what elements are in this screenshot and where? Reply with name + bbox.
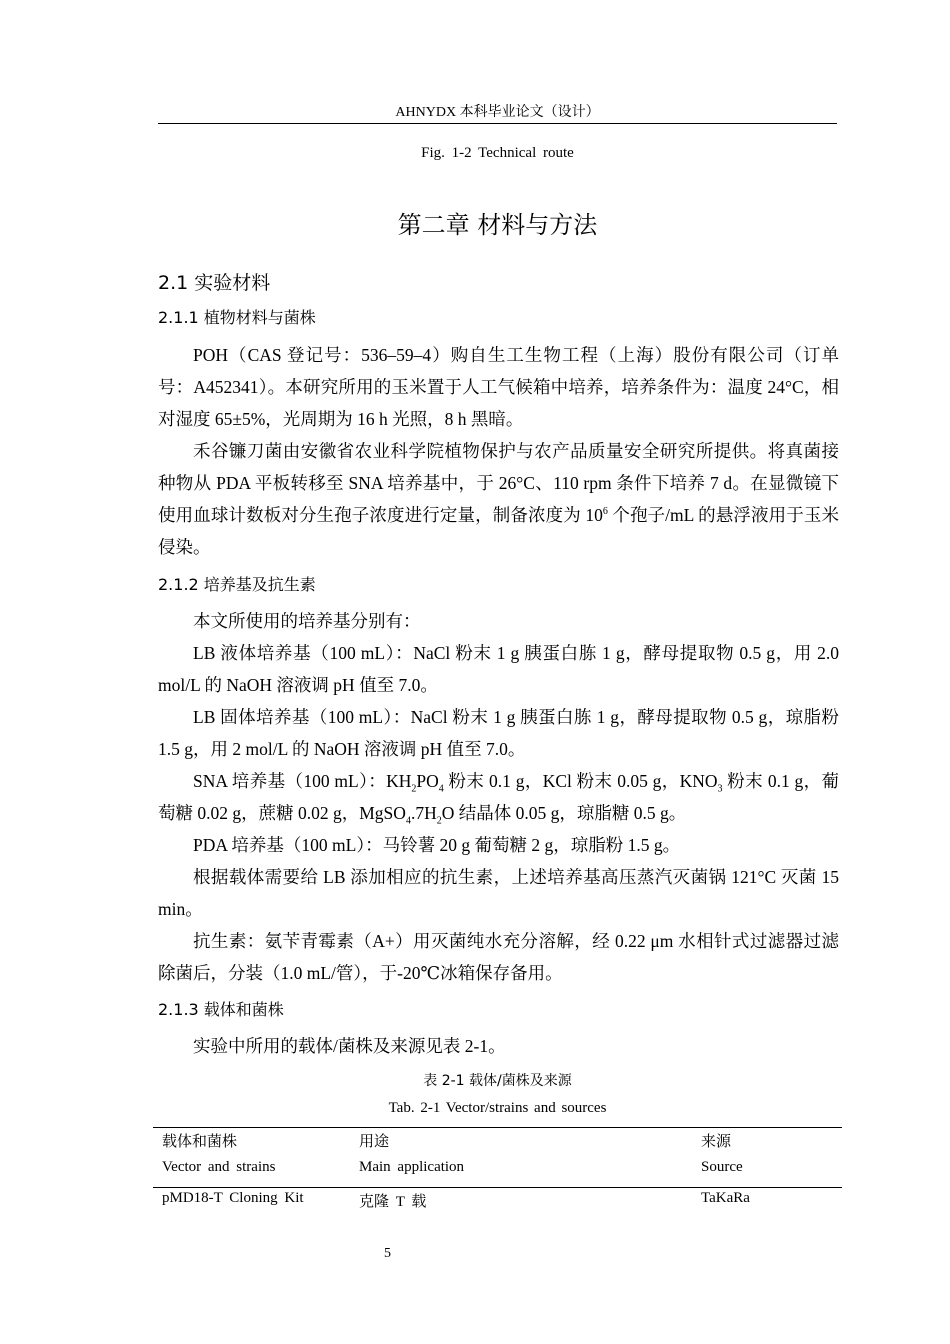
- paragraph-fungus-text-a: 禾谷镰刀菌由安徽省农业科学院植物保护与农产品质量安全研究所提供。将真菌接种物从 PDA 平板转移至 SNA 培养基中，于 26°C、110 rpm 条件下培养 7 d。在显微镜下使用血球计数板对分生孢子浓度进行定量，制备浓度为 10: [158, 441, 839, 525]
- chapter-title: 第二章 材料与方法: [397, 211, 598, 239]
- table-cell: 克隆 T 载: [359, 1194, 427, 1210]
- section-heading-2-1: 2.1 实验材料: [158, 272, 271, 294]
- sna-text-2: PO: [416, 771, 439, 791]
- paragraph-pda: PDA 培养基（100 mL）：马铃薯 20 g 葡萄糖 2 g，琼脂粉 1.5 g。: [193, 835, 681, 855]
- paragraph-antibiotic-add: 根据载体需要给 LB 添加相应的抗生素，上述培养基高压蒸汽灭菌锅 121°C 灭菌 15 min。: [158, 867, 839, 919]
- paragraph-fungus: [158, 435, 839, 563]
- subscript: 2: [436, 815, 442, 827]
- sna-text-1: SNA 培养基（100 mL）：KH: [193, 771, 412, 791]
- subscript: 4: [438, 783, 444, 795]
- subscript: 3: [717, 783, 723, 795]
- paragraph-antibiotic: 抗生素：氨苄青霉素（A+）用灭菌纯水充分溶解，经 0.22 μm 水相针式过滤器过滤除菌后，分装（1.0 mL/管），于-20℃冰箱保存备用。: [158, 931, 839, 983]
- page-number: 5: [384, 1246, 391, 1261]
- paragraph-poh: POH（CAS 登记号：536–59–4）购自生工生物工程（上海）股份有限公司（订单号：A452341）。本研究所用的玉米置于人工气候箱中培养，培养条件为：温度 24°C，相对湿度 65±5%，光周期为 16 h 光照，8 h 黑暗。: [158, 345, 839, 429]
- paragraph-sna: [158, 765, 839, 829]
- table-top-rule: [153, 1127, 842, 1128]
- sna-text-5: .7H: [410, 803, 437, 823]
- table-header-cn-2: 用途: [359, 1134, 390, 1150]
- section-heading-2-1-2: 2.1.2 培养基及抗生素: [158, 575, 316, 594]
- running-header: AHNYDX 本科毕业论文（设计）: [395, 105, 600, 120]
- table-header-cn-1: 载体和菌株: [162, 1134, 238, 1150]
- section-heading-2-1-1: 2.1.1 植物材料与菌株: [158, 308, 316, 327]
- table-title-cn: 表 2-1 载体/菌株及来源: [423, 1073, 572, 1089]
- table-header-en-1: Vector and strains: [162, 1159, 276, 1175]
- subscript: 4: [405, 815, 411, 827]
- paragraph-lb-solid: LB 固体培养基（100 mL）：NaCl 粉末 1 g 胰蛋白胨 1 g，酵母提取物 0.5 g，琼脂粉 1.5 g，用 2 mol/L 的 NaOH 溶液调 pH 值至 7.0。: [158, 707, 839, 759]
- table-cell: pMD18-T Cloning Kit: [162, 1190, 304, 1206]
- subscript: 2: [411, 783, 417, 795]
- paragraph-media-intro: 本文所使用的培养基分别有：: [193, 611, 421, 631]
- table-cell: TaKaRa: [701, 1190, 750, 1206]
- table-header-cn-3: 来源: [701, 1134, 732, 1150]
- table-header-rule: [153, 1187, 842, 1188]
- section-heading-2-1-3: 2.1.3 载体和菌株: [158, 1000, 284, 1019]
- sna-text-6: O 结晶体 0.05 g，琼脂糖 0.5 g。: [441, 803, 687, 823]
- paragraph-lb-liquid: LB 液体培养基（100 mL）：NaCl 粉末 1 g 胰蛋白胨 1 g，酵母提取物 0.5 g，用 2.0 mol/L 的 NaOH 溶液调 pH 值至 7.0。: [158, 643, 839, 695]
- paragraph-fungus-text-b: 个孢子/mL 的悬浮液用于玉米侵染。: [158, 505, 840, 557]
- paragraph-vector-intro: 实验中所用的载体/菌株及来源见表 2-1。: [193, 1036, 506, 1056]
- table-title-en: Tab. 2-1 Vector/strains and sources: [388, 1100, 607, 1116]
- table-header-en-3: Source: [701, 1159, 743, 1175]
- sna-text-3: 粉末 0.1 g，KCl 粉末 0.05 g，KNO: [443, 771, 718, 791]
- table-header-en-2: Main application: [359, 1159, 465, 1175]
- sna-text-4: 粉末 0.1 g，葡萄糖 0.02 g，蔗糖 0.02 g，MgSO: [158, 771, 840, 823]
- header-rule: [158, 123, 837, 124]
- superscript-exponent: 6: [602, 506, 608, 518]
- figure-caption: Fig. 1-2 Technical route: [421, 145, 574, 161]
